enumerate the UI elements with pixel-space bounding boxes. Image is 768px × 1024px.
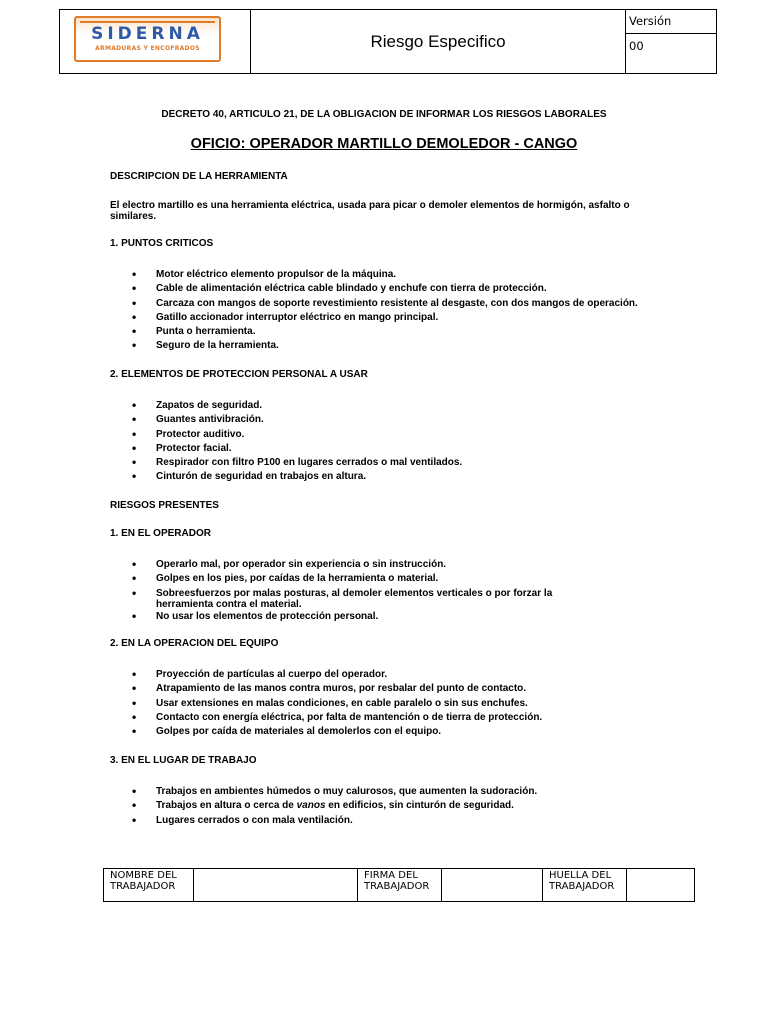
- bullet-icon: •: [132, 724, 137, 739]
- huella-label: HUELLA DEL TRABAJADOR: [543, 869, 627, 901]
- signature-table: [103, 868, 695, 902]
- list-item: [110, 573, 670, 584]
- operacion-list: [110, 669, 670, 740]
- list-item-text: Trabajos en ambientes húmedos o muy calurosos, que aumenten la sudoración.: [156, 786, 538, 797]
- list-item: [110, 608, 670, 623]
- bullet-icon: •: [132, 267, 137, 281]
- list-item-text: Zapatos de seguridad.: [156, 400, 263, 411]
- bullet-icon: •: [132, 812, 137, 827]
- operador-heading: 1. EN EL OPERADOR: [110, 528, 211, 539]
- huella-field[interactable]: [627, 869, 694, 901]
- list-item: [110, 440, 670, 455]
- version-value: 00: [629, 39, 644, 53]
- list-item-text: Protector facial.: [156, 442, 232, 454]
- list-item: [110, 400, 670, 411]
- bullet-icon: •: [132, 571, 137, 586]
- list-item-text: Proyección de partículas al cuerpo del operador.: [156, 669, 388, 680]
- list-item-text: Protector auditivo.: [156, 428, 245, 440]
- description-text: El electro martillo es una herramienta eléctrica, usada para picar o demoler elementos de hormigón, asfalto o similares.: [110, 200, 630, 222]
- list-item: [110, 340, 670, 351]
- lugar-list: [110, 786, 670, 829]
- list-item: [110, 800, 670, 811]
- list-item-text: Operarlo mal, por operador sin experiencia o sin instrucción.: [156, 559, 447, 570]
- riesgos-heading: RIESGOS PRESENTES: [110, 500, 219, 511]
- list-item: [110, 269, 670, 280]
- list-item: [110, 812, 670, 827]
- list-item: [110, 426, 670, 441]
- bullet-icon: •: [132, 309, 137, 324]
- list-item: [110, 283, 670, 294]
- firma-field[interactable]: [442, 869, 543, 901]
- nombre-label: NOMBRE DEL TRABAJADOR: [104, 869, 194, 901]
- list-item-text-before: Trabajos en altura o cerca de: [156, 800, 297, 812]
- bullet-icon: •: [132, 295, 137, 310]
- bullet-icon: •: [132, 412, 137, 427]
- list-item: [110, 295, 670, 310]
- oficio-title: OFICIO: OPERADOR MARTILLO DEMOLEDOR - CANGO: [190, 136, 578, 152]
- bullet-icon: •: [132, 398, 137, 412]
- bullet-icon: •: [132, 440, 137, 455]
- list-item: [110, 457, 670, 468]
- bullet-icon: •: [132, 426, 137, 441]
- list-item-text: Guantes antivibración.: [156, 414, 264, 426]
- list-item-text: No usar los elementos de protección personal.: [156, 610, 379, 622]
- list-item-text: Carcaza con mangos de soporte revestimiento resistente al desgaste, con dos mangos de operación.: [156, 297, 638, 309]
- epp-heading: 2. ELEMENTOS DE PROTECCION PERSONAL A USAR: [110, 369, 368, 380]
- bullet-icon: •: [132, 585, 137, 600]
- list-item: [110, 471, 670, 482]
- list-item: [110, 786, 670, 797]
- bullet-icon: •: [132, 784, 137, 798]
- bullet-icon: •: [132, 695, 137, 710]
- bullet-icon: •: [132, 338, 137, 353]
- puntos-criticos-heading: 1. PUNTOS CRITICOS: [110, 238, 214, 249]
- list-item-text: Golpes en los pies, por caídas de la herramienta o material.: [156, 573, 439, 585]
- operador-list: [110, 559, 670, 625]
- logo-stripe: [80, 21, 215, 23]
- document-header: [59, 9, 717, 74]
- list-item-text: Usar extensiones en malas condiciones, en cable paralelo o sin sus enchufes.: [156, 697, 528, 709]
- bullet-icon: •: [132, 798, 137, 813]
- list-item-text: Seguro de la herramienta.: [156, 340, 279, 352]
- list-item: [110, 414, 670, 425]
- nombre-field[interactable]: [194, 869, 358, 901]
- list-item: [110, 669, 670, 680]
- list-item-text: Gatillo accionador interruptor eléctrico en mango principal.: [156, 311, 439, 323]
- list-item-text: Lugares cerrados o con mala ventilación.: [156, 814, 353, 826]
- bullet-icon: •: [132, 709, 137, 724]
- list-item: [110, 726, 670, 737]
- list-item: [110, 585, 670, 610]
- logo-tagline: ARMADURAS Y ENCOFRADOS: [95, 45, 200, 52]
- logo-cell: [60, 10, 251, 73]
- puntos-criticos-list: [110, 269, 670, 355]
- bullet-icon: •: [132, 469, 137, 484]
- list-item-text: Cable de alimentación eléctrica cable blindado y enchufe con tierra de protección.: [156, 283, 547, 295]
- list-item-text: Cinturón de seguridad en trabajos en altura.: [156, 471, 367, 483]
- list-item-text-italic: vanos: [296, 800, 326, 812]
- version-cell: [626, 10, 716, 73]
- list-item-text: Golpes por caída de materiales al demolerlos con el equipo.: [156, 726, 442, 738]
- list-item-text: Sobreesfuerzos por malas posturas, al demoler elementos verticales o por forzar la herramienta contra el material.: [156, 587, 553, 610]
- logo-brand: SIDERNA: [91, 24, 204, 44]
- decree-line: DECRETO 40, ARTICULO 21, DE LA OBLIGACION DE INFORMAR LOS RIESGOS LABORALES: [161, 109, 607, 120]
- firma-label: FIRMA DEL TRABAJADOR: [358, 869, 442, 901]
- bullet-icon: •: [132, 667, 137, 681]
- epp-list: [110, 400, 670, 486]
- list-item: [110, 309, 670, 324]
- list-item: [110, 559, 670, 570]
- list-item-text-after: en edificios, sin cinturón de seguridad.: [325, 800, 514, 812]
- operacion-heading: 2. EN LA OPERACION DEL EQUIPO: [110, 638, 279, 649]
- bullet-icon: •: [132, 455, 137, 470]
- bullet-icon: •: [132, 608, 137, 623]
- bullet-icon: •: [132, 281, 137, 296]
- lugar-heading: 3. EN EL LUGAR DE TRABAJO: [110, 755, 257, 766]
- list-item: [110, 683, 670, 694]
- company-logo: [74, 16, 221, 62]
- bullet-icon: •: [132, 324, 137, 339]
- list-item-text: Punta o herramienta.: [156, 326, 256, 338]
- version-label: Versión: [626, 10, 716, 34]
- list-item-text: Atrapamiento de las manos contra muros, por resbalar del punto de contacto.: [156, 683, 527, 695]
- list-item: [110, 326, 670, 337]
- bullet-icon: •: [132, 557, 137, 571]
- list-item-text: Motor eléctrico elemento propulsor de la máquina.: [156, 269, 397, 280]
- list-item: [110, 695, 670, 710]
- document-title: Riesgo Especifico: [370, 31, 506, 51]
- description-heading: DESCRIPCION DE LA HERRAMIENTA: [110, 171, 288, 182]
- list-item-text: Contacto con energía eléctrica, por falta de mantención o de tierra de protección.: [156, 711, 543, 723]
- list-item: [110, 709, 670, 724]
- title-cell: [251, 10, 626, 73]
- bullet-icon: •: [132, 681, 137, 696]
- list-item-text: Respirador con filtro P100 en lugares cerrados o mal ventilados.: [156, 457, 463, 469]
